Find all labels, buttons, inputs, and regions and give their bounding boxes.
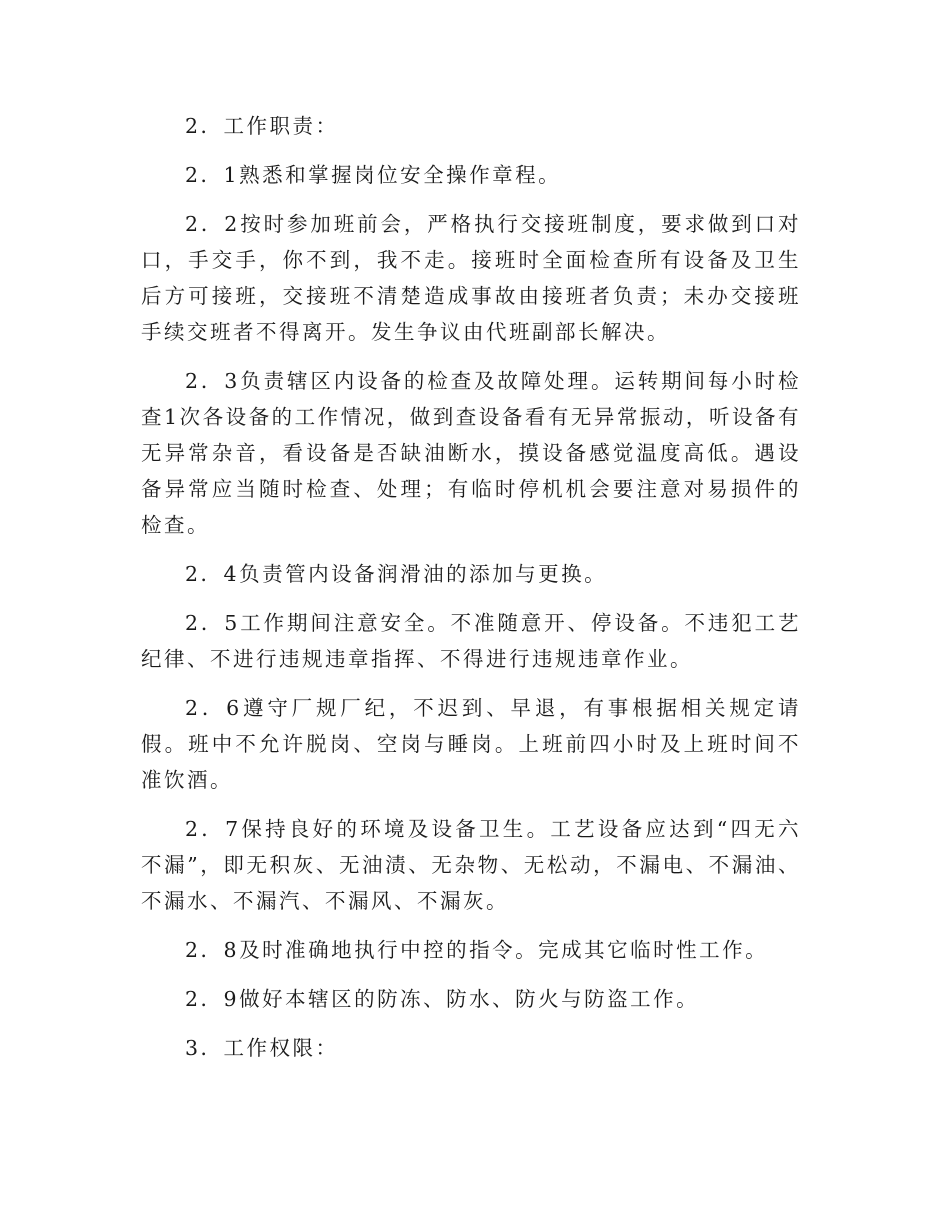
duty-item-2-8: 2．8及时准确地执行中控的指令。完成其它临时性工作。 bbox=[185, 938, 769, 962]
duty-item-2-9: 2．9做好本辖区的防冻、防水、防火与防盗工作。 bbox=[185, 987, 700, 1011]
duty-item-2-7: 2．7保持良好的环境及设备卫生。工艺设备应达到“四无六不漏”，即无积灰、无油渍、无杂物、无松动，不漏电、不漏油、不漏水、不漏汽、不漏风、不漏灰。 bbox=[141, 817, 801, 913]
section-heading-authority: 3．工作权限： bbox=[185, 1036, 339, 1060]
duty-item-2-1: 2．1熟悉和掌握岗位安全操作章程。 bbox=[185, 163, 562, 187]
section-heading-duties: 2．工作职责： bbox=[185, 114, 339, 138]
duty-item-2-6: 2．6遵守厂规厂纪，不迟到、早退，有事根据相关规定请假。班中不允许脱岗、空岗与睡岗。上班前四小时及上班时间不准饮酒。 bbox=[141, 696, 801, 792]
duty-item-2-4: 2．4负责管内设备润滑油的添加与更换。 bbox=[185, 562, 608, 586]
duty-item-2-5: 2．5工作期间注意安全。不准随意开、停设备。不违犯工艺纪律、不进行违规违章指挥、不得进行违规违章作业。 bbox=[141, 611, 801, 671]
duty-item-2-2: 2．2按时参加班前会，严格执行交接班制度，要求做到口对口，手交手，你不到，我不走。接班时全面检查所有设备及卫生后方可接班，交接班不清楚造成事故由接班者负责；未办交接班手续交班者不得离开。发生争议由代班副部长解决。 bbox=[141, 212, 801, 344]
document-body bbox=[141, 108, 801, 1079]
duty-item-2-3: 2．3负责辖区内设备的检查及故障处理。运转期间每小时检查1次各设备的工作情况，做到查设备看有无异常振动，听设备有无异常杂音，看设备是否缺油断水，摸设备感觉温度高低。遇设备异常应当随时检查、处理；有临时停机机会要注意对易损件的检查。 bbox=[141, 369, 801, 537]
